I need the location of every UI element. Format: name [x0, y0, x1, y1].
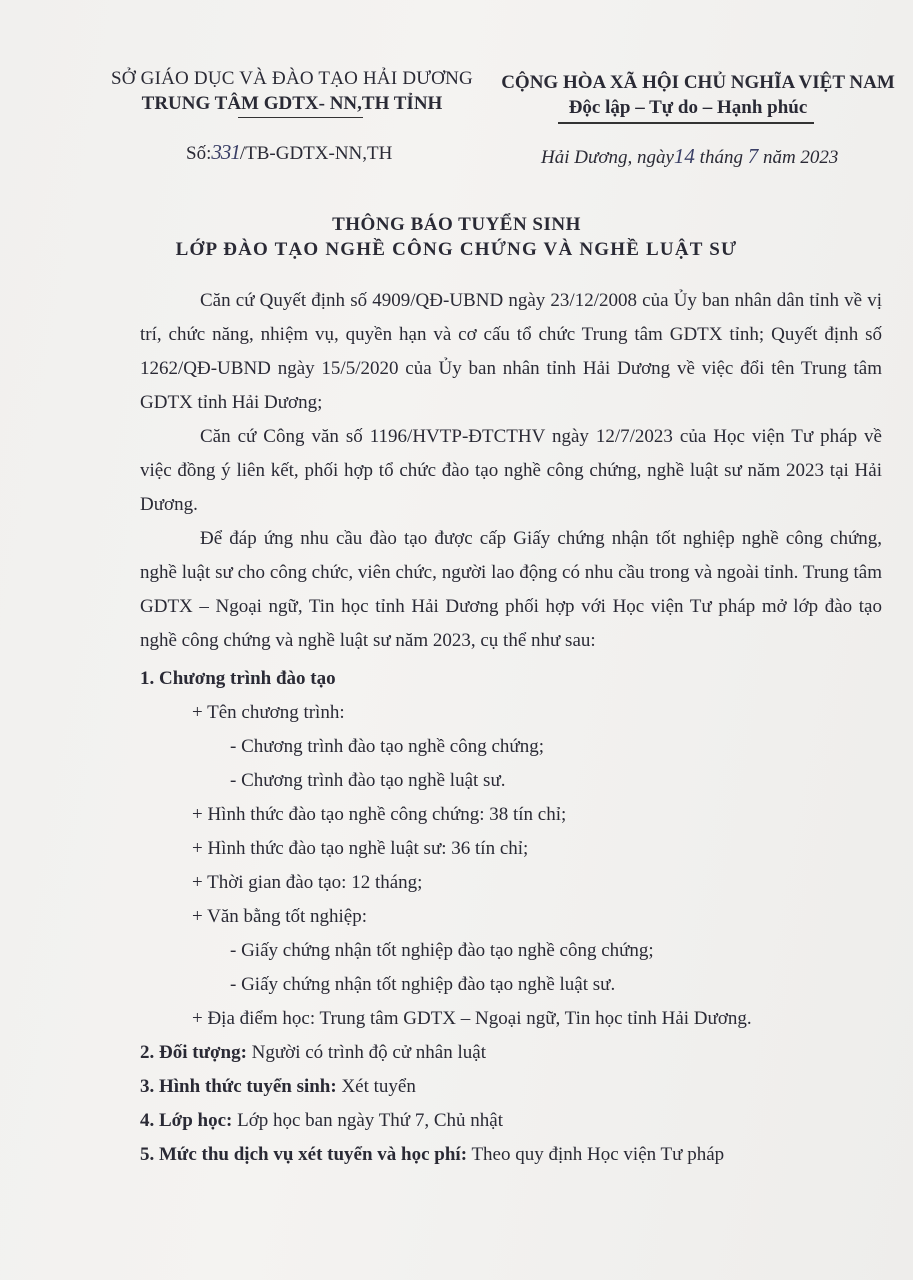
program-item: - Chương trình đào tạo nghề luật sư. — [230, 770, 506, 791]
country-name: CỘNG HÒA XÃ HỘI CHỦ NGHĨA VIỆT NAM — [501, 72, 895, 93]
national-header — [498, 70, 898, 124]
document-subtitle: LỚP ĐÀO TẠO NGHỀ CÔNG CHỨNG VÀ NGHỀ LUẬT SƯ — [175, 239, 738, 260]
program-item: - Chương trình đào tạo nghề công chứng; — [230, 736, 545, 757]
section-4-value: Lớp học ban ngày Thứ 7, Chủ nhật — [232, 1110, 503, 1131]
parent-agency-name: SỞ GIÁO DỤC VÀ ĐÀO TẠO HẢI DƯƠNG — [111, 68, 473, 89]
diploma-item: - Giấy chứng nhận tốt nghiệp đào tạo nghề luật sư. — [230, 974, 616, 995]
document-body — [140, 284, 882, 1172]
section-2-label: 2. Đối tượng: — [140, 1042, 247, 1063]
legal-basis-paragraph-1: Căn cứ Quyết định số 4909/QĐ-UBND ngày 23/12/2008 của Ủy ban nhân dân tỉnh về vị trí, chức năng, nhiệm vụ, quyền hạn và cơ cấu tổ chức Trung tâm GDTX tỉnh; Quyết định số 1262/QĐ-UBND ngày 15/5/2020 của Ủy ban nhân tỉnh Hải Dương về việc đổi tên Trung tâm GDTX tỉnh Hải Dương; — [140, 290, 882, 413]
date-day: 14 — [673, 144, 695, 168]
section-2-value: Người có trình độ cử nhân luật — [246, 1042, 486, 1063]
doc-number-handwritten: 331 — [211, 140, 240, 164]
date-month: 7 — [747, 144, 759, 168]
national-motto: Độc lập – Tự do – Hạnh phúc — [568, 97, 808, 118]
agency-underline — [238, 117, 363, 118]
study-location: + Địa điểm học: Trung tâm GDTX – Ngoại ngữ, Tin học tỉnh Hải Dương. — [192, 1008, 752, 1029]
section-5-value: Theo quy định Học viện Tư pháp — [467, 1144, 725, 1165]
program-name-label: + Tên chương trình: — [192, 702, 345, 723]
section-3-label: 3. Hình thức tuyển sinh: — [140, 1076, 337, 1097]
issue-date — [541, 144, 838, 169]
doc-number-prefix: Số: — [186, 143, 212, 164]
issuing-agency-header — [92, 66, 492, 118]
document-title: THÔNG BÁO TUYỂN SINH — [332, 214, 581, 235]
lawyer-credits: + Hình thức đào tạo nghề luật sư: 36 tín chỉ; — [192, 838, 529, 859]
date-prefix: Hải Dương, ngày — [541, 147, 674, 168]
diploma-label: + Văn bằng tốt nghiệp: — [192, 906, 368, 927]
document-number — [186, 140, 392, 165]
purpose-paragraph: Để đáp ứng nhu cầu đào tạo được cấp Giấy chứng nhận tốt nghiệp nghề công chứng, nghề luật sư cho công chức, viên chức, người lao động có nhu cầu trong và ngoài tỉnh. Trung tâm GDTX – Ngoại ngữ, Tin học tỉnh Hải Dương phối hợp với Học viện Tư pháp mở lớp đào tạo nghề công chứng và nghề luật sư năm 2023, cụ thể như sau: — [140, 528, 882, 651]
section-4 — [140, 1104, 882, 1138]
section-5 — [140, 1138, 882, 1172]
legal-basis-paragraph-2: Căn cứ Công văn số 1196/HVTP-ĐTCTHV ngày 12/7/2023 của Học viện Tư pháp về việc đồng ý liên kết, phối hợp tổ chức đào tạo nghề công chứng, nghề luật sư năm 2023 tại Hải Dương. — [140, 426, 882, 515]
doc-number-suffix: /TB-GDTX-NN,TH — [239, 143, 393, 164]
section-4-label: 4. Lớp học: — [140, 1110, 233, 1131]
section-5-label: 5. Mức thu dịch vụ xét tuyển và học phí: — [140, 1144, 468, 1165]
section-1-heading: 1. Chương trình đào tạo — [140, 668, 336, 689]
section-2 — [140, 1036, 882, 1070]
date-year: năm 2023 — [762, 147, 839, 168]
agency-name: TRUNG TÂM GDTX- NN,TH TỈNH — [141, 93, 443, 114]
section-3 — [140, 1070, 882, 1104]
training-duration: + Thời gian đào tạo: 12 tháng; — [192, 872, 423, 893]
section-3-value: Xét tuyển — [336, 1076, 416, 1097]
date-month-label: tháng — [699, 147, 743, 168]
motto-underline — [558, 122, 814, 124]
notary-credits: + Hình thức đào tạo nghề công chứng: 38 tín chỉ; — [192, 804, 567, 825]
diploma-item: - Giấy chứng nhận tốt nghiệp đào tạo nghề công chứng; — [230, 940, 654, 961]
